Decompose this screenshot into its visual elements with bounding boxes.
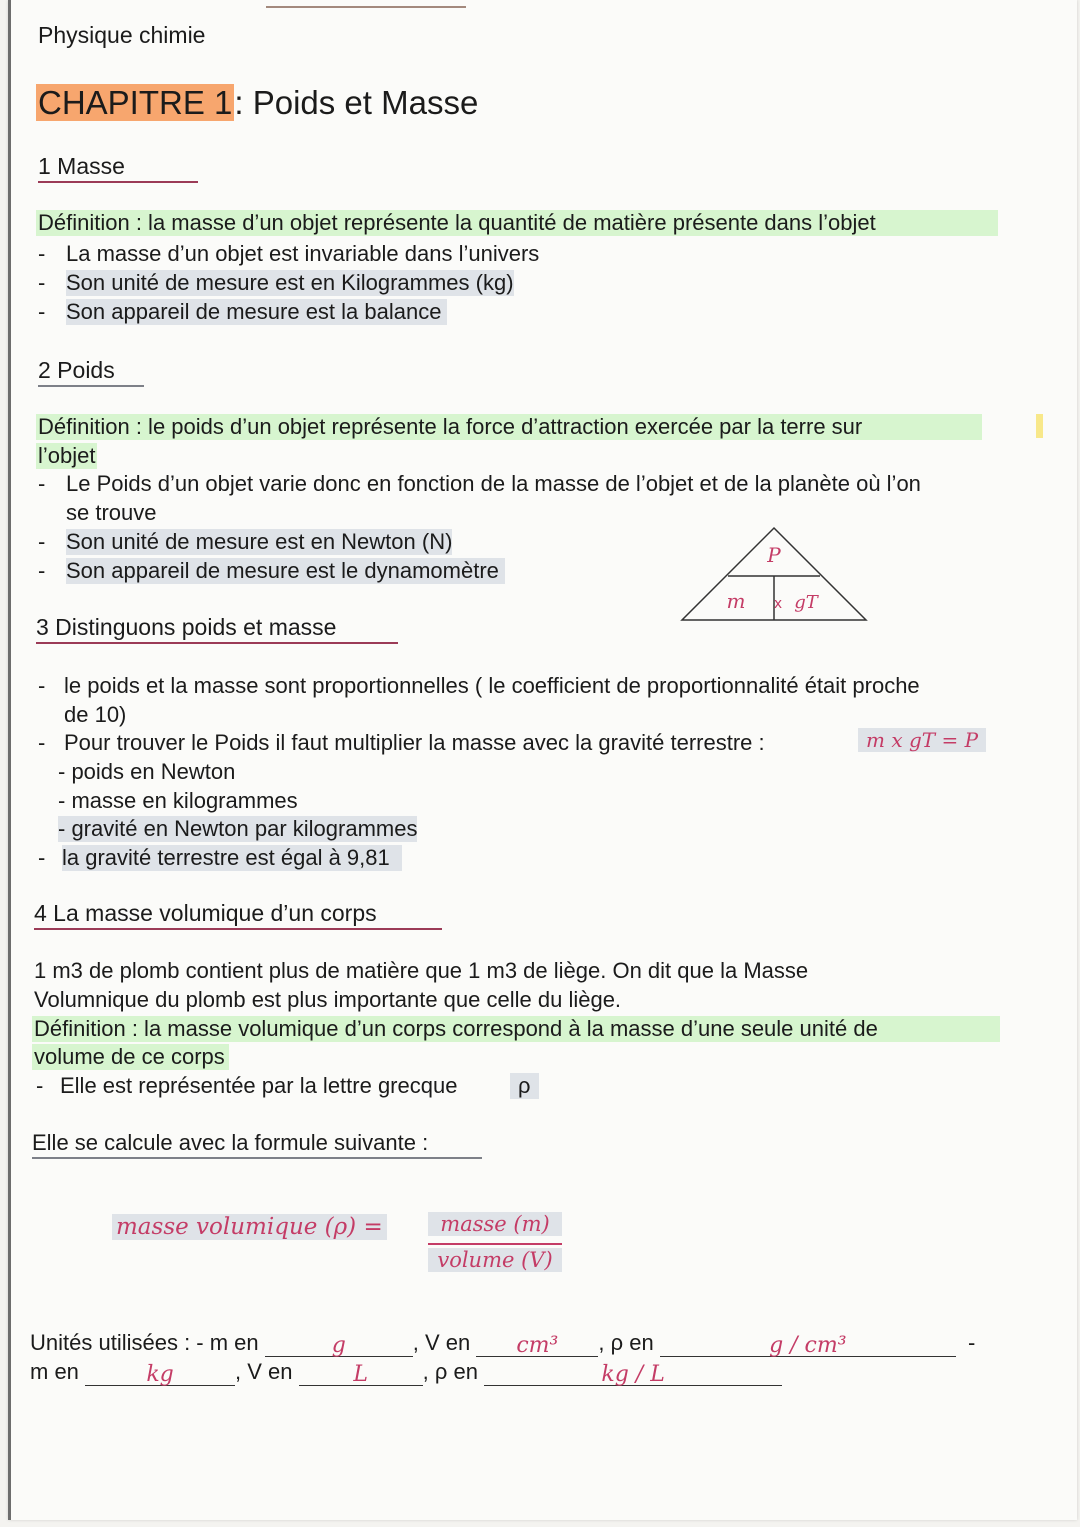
fraction-bar <box>428 1243 562 1245</box>
trailing-dash: - <box>967 1330 976 1355</box>
triangle-left-label: m <box>726 589 746 613</box>
mass-unit-blank-2 <box>85 1359 235 1386</box>
chapter-label: CHAPITRE 1 <box>38 84 233 121</box>
list-item: Son unité de mesure est en Kilogrammes (kg) <box>66 270 514 295</box>
top-decoration-line <box>266 6 466 8</box>
list-item-cont: se trouve <box>66 500 157 525</box>
rho-unit-answer-2: kg / L <box>601 1362 665 1387</box>
volume-unit-answer-2: L <box>353 1362 368 1387</box>
list-item: Pour trouver le Poids il faut multiplier la masse avec la gravité terrestre : <box>64 730 765 755</box>
list-item-cont: de 10) <box>64 702 127 727</box>
section-2-definition: Définition : le poids d’un objet représente la force d’attraction exercée par la terre sur <box>36 414 982 440</box>
units-label: Unités utilisées : - m en <box>30 1330 259 1355</box>
units-line-1 <box>30 1330 975 1357</box>
section-4-definition-cont: volume de ce corps <box>32 1044 229 1070</box>
list-item: - <box>38 673 46 698</box>
list-item: La masse d’un objet est invariable dans l’univers <box>66 241 540 266</box>
volume-unit-blank-2 <box>299 1359 423 1386</box>
rho-unit-answer: g / cm³ <box>769 1333 847 1358</box>
rho-label-2: , ρ en <box>422 1359 478 1384</box>
list-item: - <box>38 558 46 583</box>
density-formula-lhs: masse volumique (ρ) = <box>112 1214 387 1240</box>
volume-unit-blank <box>476 1330 598 1357</box>
weight-formula: m x gT = P <box>858 728 986 752</box>
section-4-definition: Définition : la masse volumique d’un corps correspond à la masse d’une seule unité de <box>32 1016 1000 1042</box>
section-2-definition-cont: l’objet <box>38 443 96 468</box>
paragraph-line: 1 m3 de plomb contient plus de matière que 1 m3 de liège. On dit que la Masse <box>34 958 809 983</box>
mass-unit-answer-2: kg <box>146 1362 174 1387</box>
list-item: Elle est représentée par la lettre grecque <box>60 1073 458 1098</box>
list-item: - <box>38 730 46 755</box>
list-item: - <box>38 270 46 295</box>
rho-unit-blank-2 <box>484 1359 782 1386</box>
list-item: Son unité de mesure est en Newton (N) <box>66 529 453 554</box>
sub-item: - gravité en Newton par kilogrammes <box>58 816 418 841</box>
list-item: - <box>38 299 46 324</box>
section-1-definition: Définition : la masse d’un objet représente la quantité de matière présente dans l’objet <box>36 210 998 236</box>
list-item: - <box>38 845 46 870</box>
triangle-top-label: P <box>767 543 781 567</box>
chapter-heading <box>36 84 478 122</box>
formula-intro: Elle se calcule avec la formule suivante : <box>32 1130 482 1159</box>
volume-unit-answer: cm³ <box>516 1333 559 1358</box>
weight-triangle-diagram <box>676 522 872 626</box>
sub-item: - poids en Newton <box>58 759 236 784</box>
section-2-heading: 2 Poids <box>38 357 144 387</box>
section-4-heading: 4 La masse volumique d’un corps <box>34 900 442 930</box>
mass-unit-blank <box>265 1330 413 1357</box>
density-formula-numerator: masse (m) <box>428 1212 562 1236</box>
volume-label-2: , V en <box>235 1359 293 1384</box>
list-item: - <box>38 241 46 266</box>
subject-title: Physique chimie <box>38 22 206 48</box>
chapter-title: : Poids et Masse <box>234 84 479 121</box>
mass-unit-answer: g <box>331 1333 346 1358</box>
list-item: la gravité terrestre est égal à 9,81 <box>62 845 402 871</box>
triangle-right-label: gT <box>794 592 818 613</box>
highlight-mark <box>1036 414 1043 438</box>
units-line-2 <box>30 1359 782 1386</box>
list-item: le poids et la masse sont proportionnelles ( le coefficient de proportionnalité était proche <box>64 673 920 698</box>
list-item: Le Poids d’un objet varie donc en fonction de la masse de l’objet et de la planète où l’on <box>66 471 921 496</box>
times-sign: x <box>773 596 783 612</box>
sub-item: - masse en kilogrammes <box>58 788 298 813</box>
rho-symbol: ρ <box>510 1073 539 1099</box>
density-formula-denominator: volume (V) <box>428 1248 562 1272</box>
list-item: - <box>38 529 46 554</box>
rho-label: , ρ en <box>598 1330 654 1355</box>
volume-label: , V en <box>412 1330 471 1355</box>
paragraph-line: Volumnique du plomb est plus importante que celle du liège. <box>34 987 622 1012</box>
rho-unit-blank <box>660 1330 956 1357</box>
section-1-heading: 1 Masse <box>38 153 198 183</box>
section-3-heading: 3 Distinguons poids et masse <box>36 614 398 644</box>
list-item: Son appareil de mesure est le dynamomètre <box>66 558 505 584</box>
list-item: - <box>36 1073 44 1098</box>
list-item: - <box>38 471 46 496</box>
list-item: Son appareil de mesure est la balance <box>66 299 447 325</box>
units-label-2: m en <box>30 1359 79 1384</box>
